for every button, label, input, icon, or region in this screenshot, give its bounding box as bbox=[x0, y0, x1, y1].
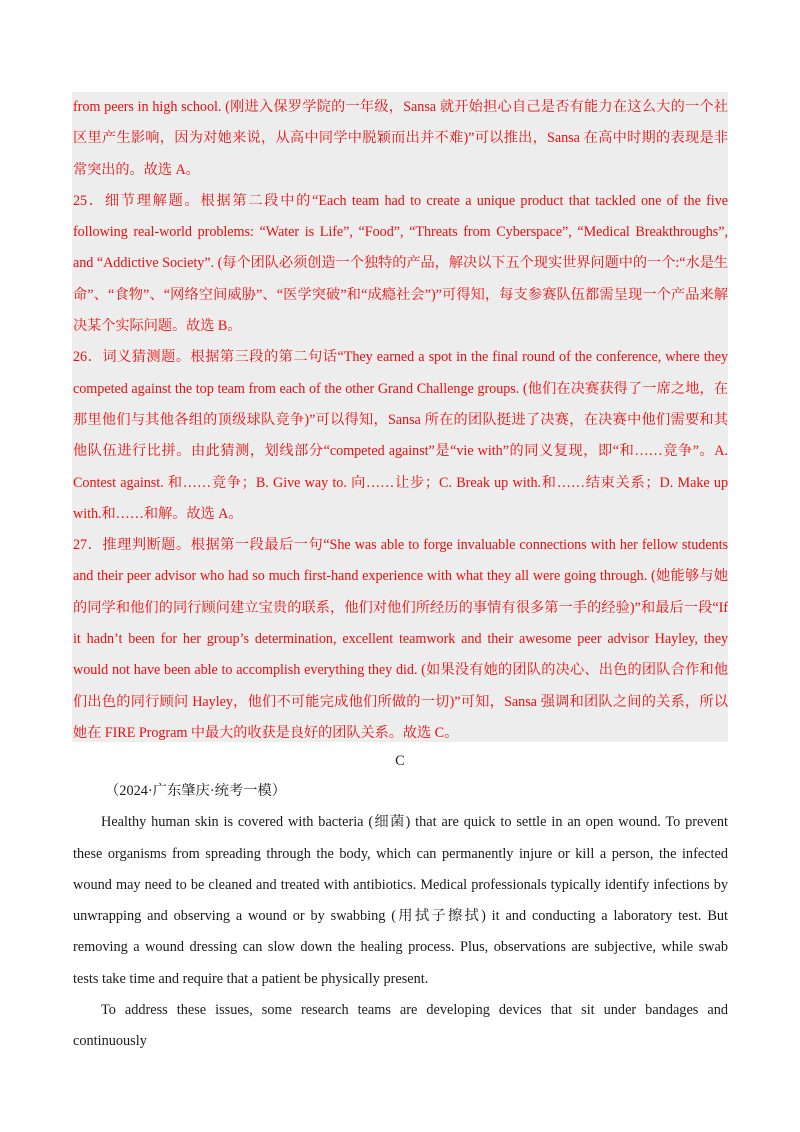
explanation-27: 27．推理判断题。根据第一段最后一句“She was able to forge invaluable connections with her fellow students and their peer advisor who had so much first-hand experience with what they all were going through. (她能够与她的同学和他们的同行顾问建立宝贵的联系，他们对他们所经历的事情有很多第一手的经验)”和最后一段“If it hadn’t been for her group’s determination, excellent teamwork and their awesome peer advisor Hayley, they would not have been able to accomplish everything they did. (如果没有她的团队的决心、出色的团队合作和他们出色的同行顾问 Hayley，他们不可能完成他们所做的一切)”可知，Sansa 强调和团队之间的关系，所以她在 FIRE Program 中最大的收获是良好的团队关系。故选 C。 bbox=[73, 537, 728, 741]
explanation-25: 25．细节理解题。根据第二段中的“Each team had to create a unique product that tackled one of the five following real-world problems: “Water is Life”, “Food”, “Threats from Cyberspace”, “Medical Breakthroughs”, and “Addictive Society”. (每个团队必须创造一个独特的产品，解决以下五个现实世界问题中的一个:“水是生命”、“食物”、“网络空间威胁”、“医学突破”和“成瘾社会”)”可得知，每支参赛队伍都需呈现一个产品来解决某个实际问题。故选 B。 bbox=[73, 192, 728, 335]
section-heading: C bbox=[395, 753, 405, 769]
passage-paragraph-2: To address these issues, some research teams are developing devices that sit under bandages and continuously bbox=[73, 1002, 728, 1050]
answer-explanations bbox=[73, 92, 728, 749]
explanation-26: 26．词义猜测题。根据第三段的第二句话“They earned a spot in the final round of the conference, where they competed against the top team from each of the other Grand Challenge groups. (他们在决赛获得了一席之地，在那里他们与其他各组的顶级球队竞争)”可以得知，Sansa 所在的团队挺进了决赛，在决赛中他们需要和其他队伍进行比拼。由此猜测，划线部分“competed against”是“vie with”的同义复现，即“和……竞争”。A. Contest against. 和……竞争；B. Give way to. 向……让步；C. Break up with.和……结束关系；D. Make up with.和……和解。故选 A。 bbox=[73, 349, 728, 522]
reading-passage bbox=[73, 776, 728, 1058]
passage-paragraph-1: Healthy human skin is covered with bacteria (细菌) that are quick to settle in an open wound. To prevent these organisms from spreading through the body, which can permanently injure or kill a person, the infected wound may need to be cleaned and treated with antibiotics. Medical professionals typically identify infections by unwrapping and observing a wound or by swabbing (用拭子擦拭) it and conducting a laboratory test. But removing a wound dressing can slow down the healing process. Plus, observations are subjective, while swab tests take time and require that a patient be physically present. bbox=[73, 814, 728, 987]
passage-source: （2024·广东肇庆·统考一模） bbox=[105, 783, 287, 799]
explanation-24-continued: from peers in high school. (刚进入保罗学院的一年级，Sansa 就开始担心自己是否有能力在这么大的一个社区里产生影响，因为对她来说，从高中同学中脱颖而出并不难)”可以推出，Sansa 在高中时期的表现是非常突出的。故选 A。 bbox=[73, 99, 728, 178]
